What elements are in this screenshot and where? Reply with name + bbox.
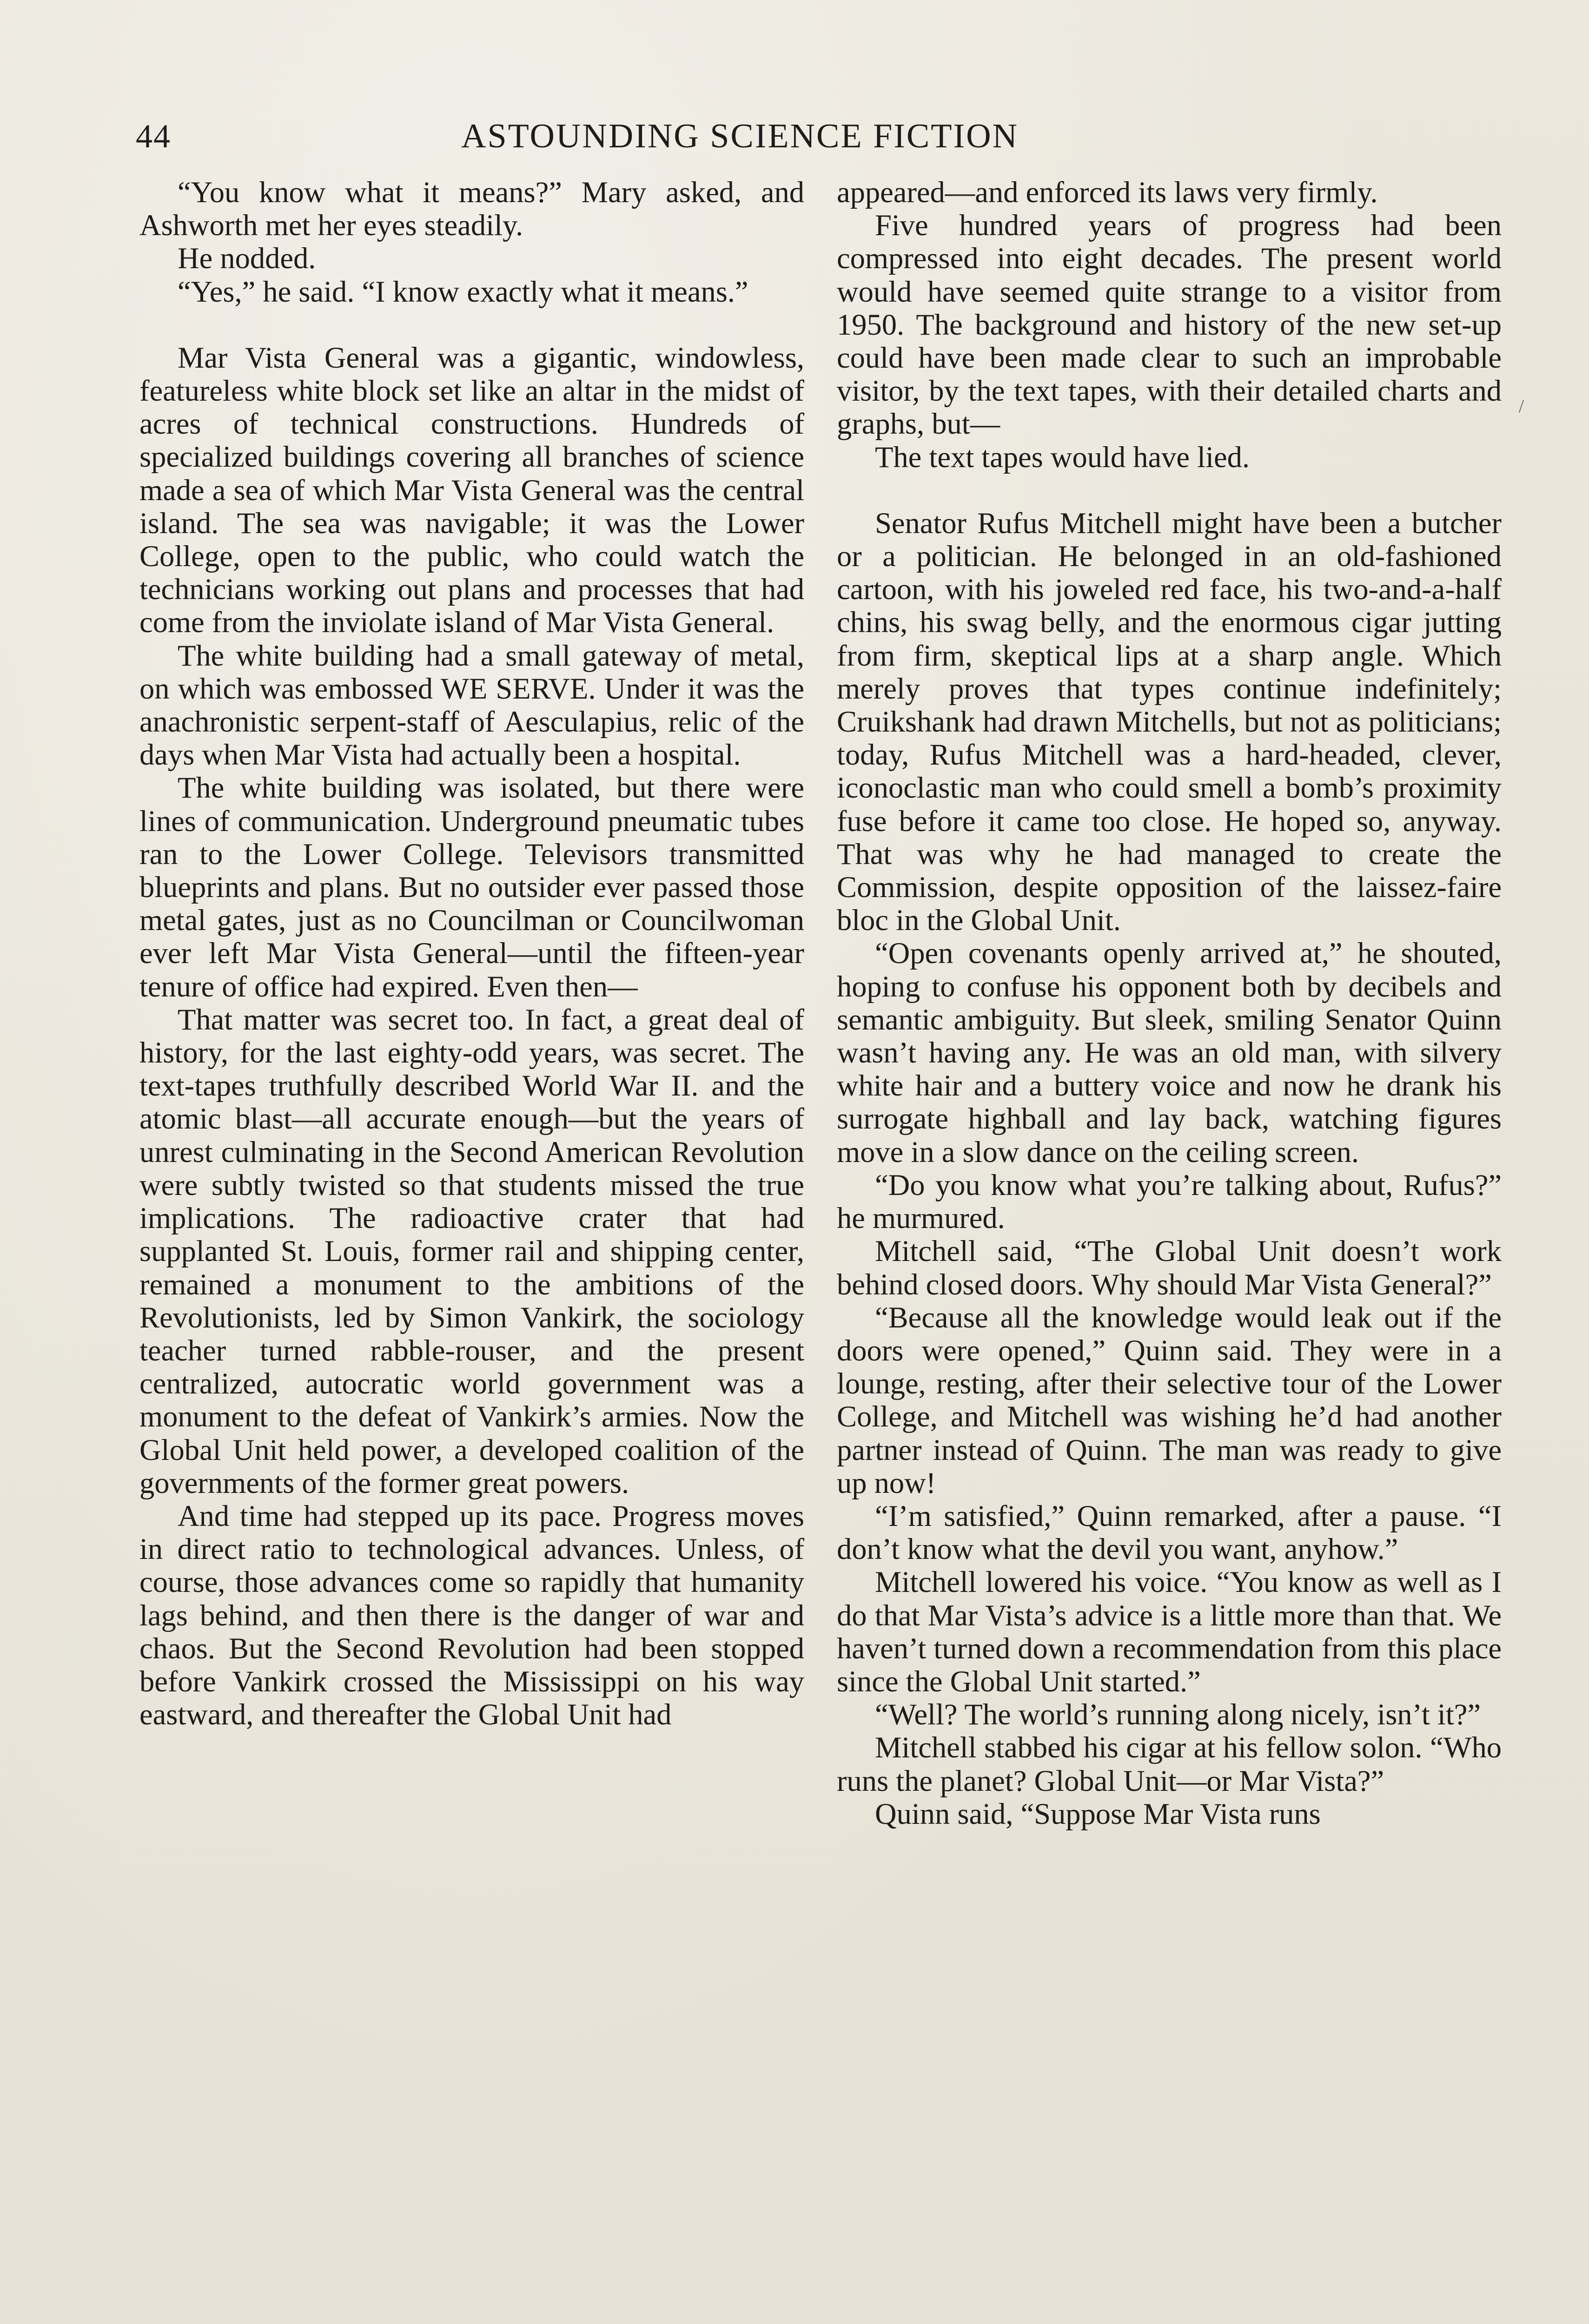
right-column xyxy=(837,176,1502,1830)
page-header xyxy=(136,111,1163,162)
paragraph: The white building had a small gateway of metal, on which was embossed WE SERVE. Under it was the anachronistic serpent-staff of Aesculapius, relic of the days when Mar Vista had actually been a hospital. xyxy=(139,639,804,772)
paragraph: “Because all the knowledge would leak out if the doors were opened,” Quinn said. They were in a lounge, resting, after their selective tour of the Lower College, and Mitchell was wishing he’d had another partner instead of Quinn. The man was ready to give up now! xyxy=(837,1301,1502,1499)
paragraph: “Do you know what you’re talking about, Rufus?” he murmured. xyxy=(837,1168,1502,1235)
paragraph: That matter was secret too. In fact, a great deal of history, for the last eighty-odd years, was secret. The text-tapes truthfully described World War II. and the atomic blast—all accurate enough—but the years of unrest culminating in the Second American Revolution were subtly twisted so that students missed the true implications. The radioactive crater that had supplanted St. Louis, former rail and shipping center, remained a monument to the ambitions of the Revolutionists, led by Simon Vankirk, the sociology teacher turned rabble-rouser, and the present centralized, autocratic world government was a monument to the defeat of Vankirk’s armies. Now the Global Unit held power, a developed coalition of the governments of the former great powers. xyxy=(139,1003,804,1499)
paragraph: “You know what it means?” Mary asked, and Ashworth met her eyes steadily. xyxy=(139,176,804,242)
paragraph: Mitchell said, “The Global Unit doesn’t work behind closed doors. Why should Mar Vista General?” xyxy=(837,1235,1502,1301)
paragraph: appeared—and enforced its laws very firmly. xyxy=(837,176,1378,209)
paragraph: Mitchell stabbed his cigar at his fellow solon. “Who runs the planet? Global Unit—or Mar Vista?” xyxy=(837,1731,1502,1797)
paragraph: The text tapes would have lied. xyxy=(875,440,1250,474)
paragraph: Five hundred years of progress had been compressed into eight decades. The present world would have seemed quite strange to a visitor from 1950. The background and history of the new set-up could have been made clear to such an improbable visitor, by the text tapes, with their detailed charts and graphs, but— xyxy=(837,209,1502,441)
paragraph: And time had stepped up its pace. Progress moves in direct ratio to technological advances. Unless, of course, those advances come so rapidly that humanity lags behind, and then there is the danger of war and chaos. But the Second Revolution had been stopped before Vankirk crossed the Mississippi on his way eastward, and thereafter the Global Unit had xyxy=(139,1499,804,1731)
paragraph: Mitchell lowered his voice. “You know as well as I do that Mar Vista’s advice is a little more than that. We haven’t turned down a recommendation from this place since the Global Unit started.” xyxy=(837,1565,1502,1698)
paragraph: “Open covenants openly arrived at,” he shouted, hoping to confuse his opponent both by decibels and semantic ambiguity. But sleek, smiling Senator Quinn wasn’t having any. He was an old man, with silvery white hair and a buttery voice and now he drank his surrogate highball and lay back, watching figures move in a slow dance on the ceiling screen. xyxy=(837,937,1502,1169)
paragraph: Senator Rufus Mitchell might have been a butcher or a politician. He belonged in an old-fashioned cartoon, with his joweled red face, his two-and-a-half chins, his swag belly, and the enormous cigar jutting from firm, skeptical lips at a sharp angle. Which merely proves that types continue indefinitely; Cruikshank had drawn Mitchells, but not as politicians; today, Rufus Mitchell was a hard-headed, clever, iconoclastic man who could smell a bomb’s proximity fuse before it came too close. He hoped so, anyway. That was why he had managed to create the Commission, despite opposition of the laissez-faire bloc in the Global Unit. xyxy=(837,506,1502,937)
margin-mark: / xyxy=(1518,396,1524,416)
paragraph: The white building was isolated, but there were lines of communication. Underground pneumatic tubes ran to the Lower College. Televisors transmitted blueprints and plans. But no outsider ever passed those metal gates, just as no Councilman or Councilwoman ever left Mar Vista General—until the fifteen-year tenure of office had expired. Even then— xyxy=(139,771,804,1003)
page-number: 44 xyxy=(136,118,171,155)
paragraph: “I’m satisfied,” Quinn remarked, after a pause. “I don’t know what the devil you want, anyhow.” xyxy=(837,1499,1502,1566)
left-column xyxy=(139,176,804,1731)
paragraph: Mar Vista General was a gigantic, windowless, featureless white block set like an altar in the midst of acres of technical constructions. Hundreds of specialized buildings covering all branches of science made a sea of which Mar Vista General was the central island. The sea was navigable; it was the Lower College, open to the public, who could watch the technicians working out plans and processes that had come from the inviolate island of Mar Vista General. xyxy=(139,341,804,639)
paragraph: Quinn said, “Suppose Mar Vista runs xyxy=(875,1797,1321,1830)
paragraph: “Well? The world’s running along nicely, isn’t it?” xyxy=(875,1698,1481,1731)
paragraph: He nodded. xyxy=(178,242,316,275)
paragraph: “Yes,” he said. “I know exactly what it means.” xyxy=(178,275,748,308)
running-head: ASTOUNDING SCIENCE FICTION xyxy=(461,117,1019,155)
